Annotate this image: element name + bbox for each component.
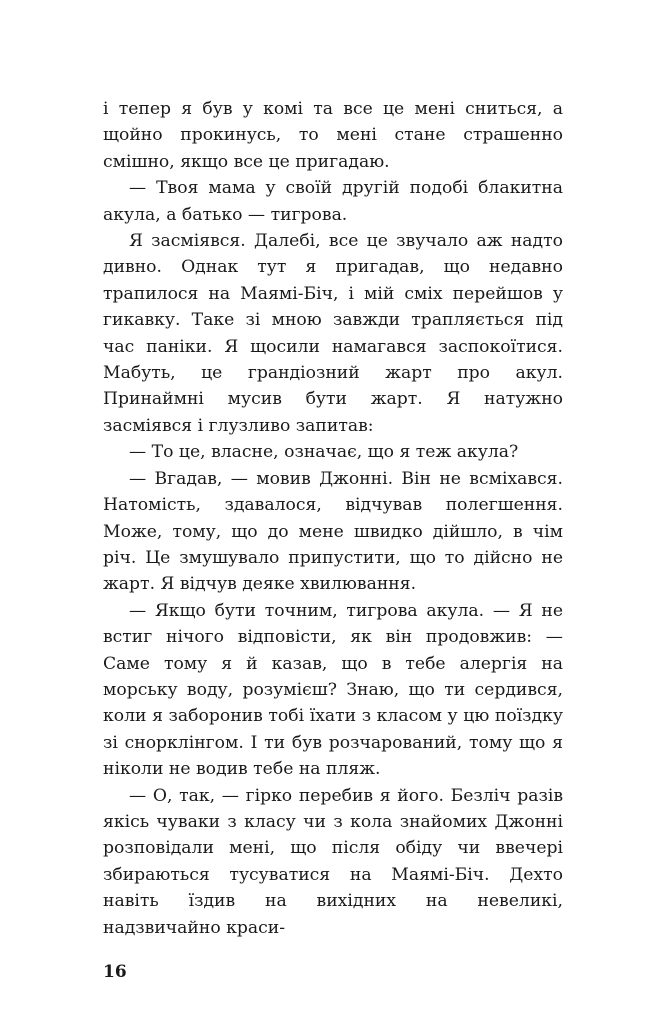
paragraph-4: — То це, власне, означає, що я теж акула?	[129, 442, 519, 463]
body-text	[103, 96, 563, 941]
paragraph-3: Я засміявся. Далебі, все це звучало аж надто дивно. Однак тут я пригадав, що недавно трапилося на Маямі-Біч, і мій сміх перейшов у гикавку. Таке зі мною завжди трапляється під час паніки. Я щосили намагався заспокоїтися. Мабуть, це грандіозний жарт про акул. Принаймні мусив бути жарт. Я натужно засміявся і глузливо запитав:	[103, 231, 563, 436]
paragraph-6: — Якщо бути точним, тигрова акула. — Я не встиг нічого відповісти, як він продовжив: — Саме тому я й казав, що в тебе алергія на морську воду, розумієш? Знаю, що ти сердився, коли я заборонив тобі їхати з класом у цю поїздку зі снорклінгом. І ти був розчарований, тому що я ніколи не водив тебе на пляж.	[103, 600, 563, 780]
paragraph-2: — Твоя мама у своїй другій подобі блакитна акула, а батько — тигрова.	[103, 178, 563, 225]
paragraph-1: і тепер я був у комі та все це мені сниться, а щойно прокинусь, то мені стане страшенно смішно, якщо все це пригадаю.	[103, 99, 563, 172]
paragraph-7: — О, так, — гірко перебив я його. Безліч разів якісь чуваки з класу чи з кола знайомих Джонні розповідали мені, що після обіду чи ввечері збираються тусуватися на Маямі-Біч. Дехто навіть їздив на вихідних на невеликі, надзвичайно краси-	[103, 785, 563, 938]
page-number: 16	[103, 962, 127, 982]
paragraph-5: — Вгадав, — мовив Джонні. Він не всміхався. Натомість, здавалося, відчував полегшення. Може, тому, що до мене швидко дійшло, в чім річ. Це змушувало припустити, що то дійсно не жарт. Я відчув деяке хвилювання.	[103, 468, 563, 595]
